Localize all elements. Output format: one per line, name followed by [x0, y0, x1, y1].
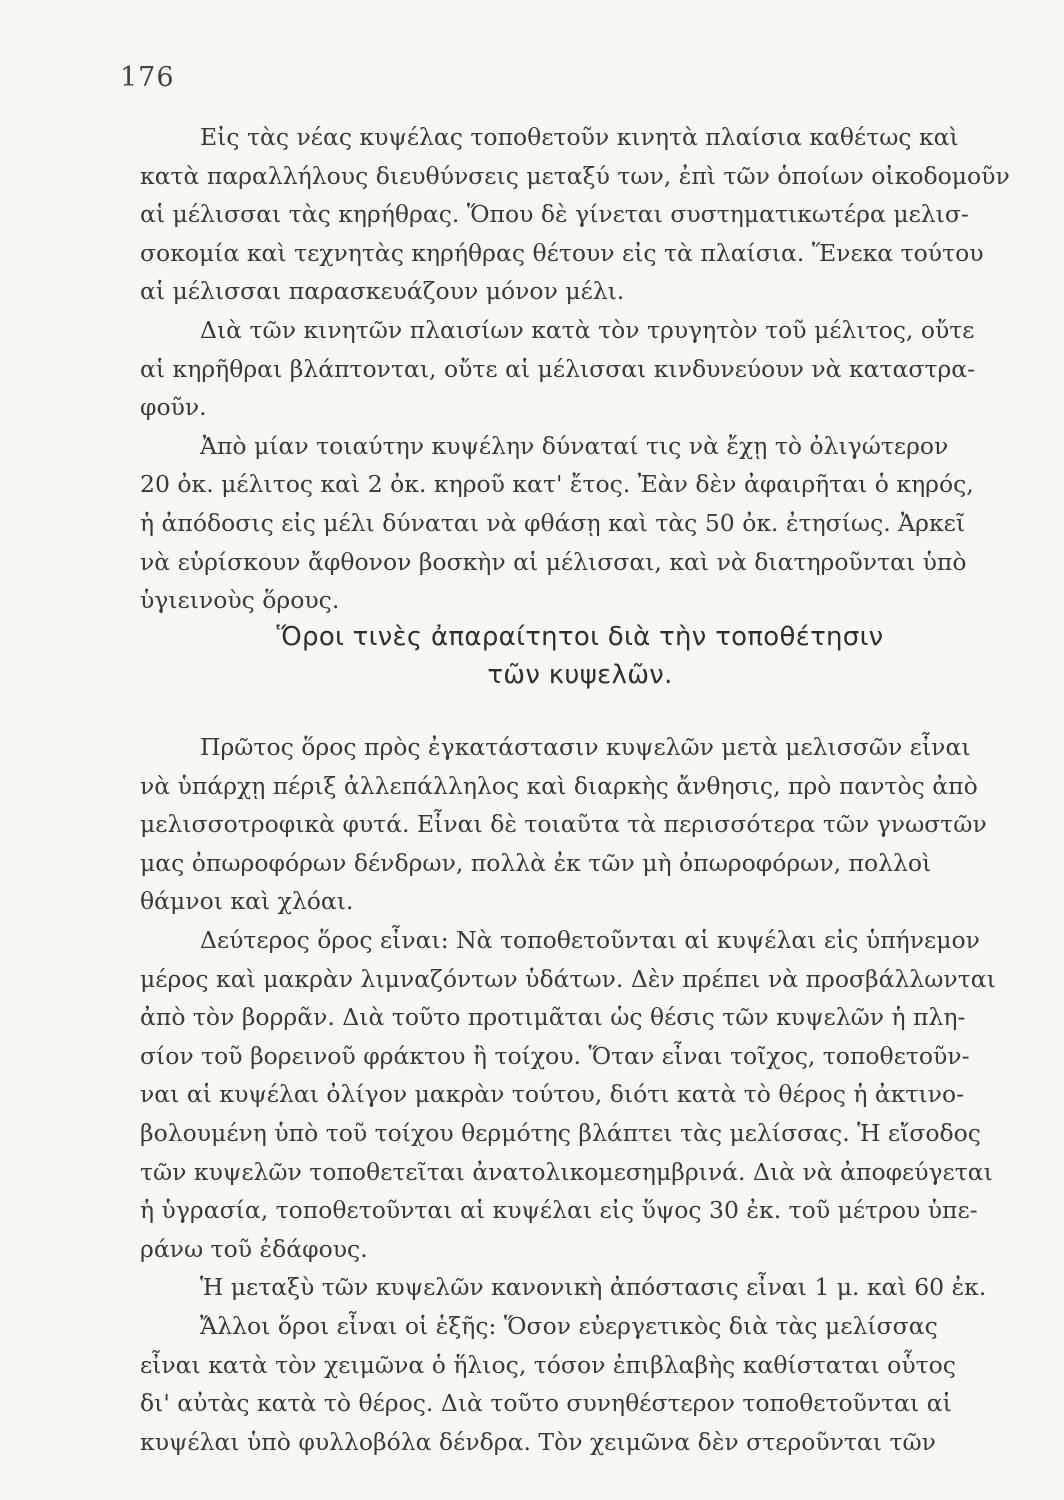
text-line: κατὰ παραλλήλους διευθύνσεις μεταξύ των, ἐπὶ τῶν ὁποίων οἰκοδομοῦν	[140, 161, 1010, 190]
paragraph-other-conditions	[140, 1307, 1010, 1461]
text-line: δι' αὐτὰς κατὰ τὸ θέρος. Διὰ τοῦτο συνηθέστερον τοποθετοῦνται αἱ	[140, 1389, 952, 1418]
text-line: νὰ ὑπάρχῃ πέριξ ἀλλεπάλληλος καὶ διαρκὴς ἄνθησις, πρὸ παντὸς ἀπὸ	[140, 771, 978, 800]
section-heading	[250, 618, 910, 694]
paragraph-second-condition	[140, 921, 1010, 1268]
text-line: Ἡ μεταξὺ τῶν κυψελῶν κανονικὴ ἀπόστασις εἶναι 1 μ. καὶ 60 ἐκ.	[200, 1273, 987, 1302]
text-line: βολουμένη ὑπὸ τοῦ τοίχου θερμότης βλάπτει τὰς μελίσσας. Ἡ εἴσοδος	[140, 1118, 981, 1147]
text-line: Ἄλλοι ὅροι εἶναι οἱ ἑξῆς: Ὅσον εὐεργετικὸς διὰ τὰς μελίσσας	[200, 1311, 938, 1340]
text-line: εἶναι κατὰ τὸν χειμῶνα ὁ ἥλιος, τόσον ἐπιβλαβὴς καθίσταται οὗτος	[140, 1350, 956, 1379]
heading-line: Ὅροι τινὲς ἀπαραίτητοι διὰ τὴν τοποθέτησιν	[276, 622, 884, 652]
text-line: Εἰς τὰς νέας κυψέλας τοποθετοῦν κινητὰ πλαίσια καθέτως καὶ	[200, 123, 959, 151]
paragraph-distance	[140, 1268, 1010, 1307]
text-line: 20 ὀκ. μέλιτος καὶ 2 ὀκ. κηροῦ κατ' ἔτος. Ἐὰν δὲν ἀφαιρῆται ὁ κηρός,	[140, 470, 974, 499]
text-line: αἱ κηρῆθραι βλάπτονται, οὔτε αἱ μέλισσαι κινδυνεύουν νὰ καταστρα-	[140, 354, 976, 383]
text-line: ἡ ἀπόδοσις εἰς μέλι δύναται νὰ φθάσῃ καὶ τὰς 50 ὀκ. ἐτησίως. Ἀρκεῖ	[140, 508, 966, 537]
text-line: φοῦν.	[140, 393, 207, 422]
page-number: 176	[120, 62, 175, 93]
text-line: αἱ μέλισσαι παρασκευάζουν μόνον μέλι.	[140, 277, 625, 306]
paragraph-movable-frames	[140, 118, 1010, 311]
section-1	[140, 118, 1010, 620]
text-line: σίον τοῦ βορεινοῦ φράκτου ἢ τοίχου. Ὅταν εἶναι τοῖχος, τοποθετοῦν-	[140, 1041, 970, 1070]
text-line: ράνω τοῦ ἐδάφους.	[140, 1234, 368, 1263]
paragraph-first-condition	[140, 728, 1010, 921]
paragraph-yield	[140, 427, 1010, 620]
text-line: Διὰ τῶν κινητῶν πλαισίων κατὰ τὸν τρυγητὸν τοῦ μέλιτος, οὔτε	[200, 315, 975, 344]
section-2	[140, 728, 1010, 1461]
paragraph-harvest	[140, 311, 1010, 427]
text-line: ὑγιεινοὺς ὅρους.	[140, 586, 340, 615]
text-line: Δεύτερος ὅρος εἶναι: Νὰ τοποθετοῦνται αἱ κυψέλαι εἰς ὑπήνεμον	[200, 925, 980, 954]
text-line: μελισσοτροφικὰ φυτά. Εἶναι δὲ τοιαῦτα τὰ περισσότερα τῶν γνωστῶν	[140, 810, 987, 839]
text-line: ναι αἱ κυψέλαι ὀλίγον μακρὰν τούτου, διότι κατὰ τὸ θέρος ἡ ἀκτινο-	[140, 1080, 965, 1109]
text-line: σοκομία καὶ τεχνητὰς κηρήθρας θέτουν εἰς τὰ πλαίσια. Ἕνεκα τούτου	[140, 238, 984, 267]
text-line: Ἀπὸ μίαν τοιαύτην κυψέλην δύναταί τις νὰ ἔχῃ τὸ ὀλιγώτερον	[200, 431, 949, 460]
text-line: αἱ μέλισσαι τὰς κηρήθρας. Ὅπου δὲ γίνεται συστηματικωτέρα μελισ-	[140, 200, 969, 229]
text-line: κυψέλαι ὑπὸ φυλλοβόλα δένδρα. Τὸν χειμῶνα δὲν στεροῦνται τῶν	[140, 1427, 936, 1456]
text-line: νὰ εὑρίσκουν ἄφθονον βοσκὴν αἱ μέλισσαι, καὶ νὰ διατηροῦνται ὑπὸ	[140, 547, 967, 576]
text-line: τῶν κυψελῶν τοποθετεῖται ἀνατολικομεσημβρινά. Διὰ νὰ ἀποφεύγεται	[140, 1157, 993, 1186]
text-line: ἡ ὑγρασία, τοποθετοῦνται αἱ κυψέλαι εἰς ὕψος 30 ἐκ. τοῦ μέτρου ὑπε-	[140, 1196, 978, 1225]
text-line: μέρος καὶ μακρὰν λιμναζόντων ὑδάτων. Δὲν πρέπει νὰ προσβάλλωνται	[140, 964, 996, 993]
text-line: μας ὀπωροφόρων δένδρων, πολλὰ ἐκ τῶν μὴ ὀπωροφόρων, πολλοὶ	[140, 848, 932, 877]
text-line: θάμνοι καὶ χλόαι.	[140, 887, 354, 916]
text-line: Πρῶτος ὅρος πρὸς ἐγκατάστασιν κυψελῶν μετὰ μελισσῶν εἶναι	[200, 733, 971, 761]
heading-line: τῶν κυψελῶν.	[487, 660, 673, 690]
text-line: ἀπὸ τὸν βορρᾶν. Διὰ τοῦτο προτιμᾶται ὡς θέσις τῶν κυψελῶν ἡ πλη-	[140, 1003, 966, 1032]
